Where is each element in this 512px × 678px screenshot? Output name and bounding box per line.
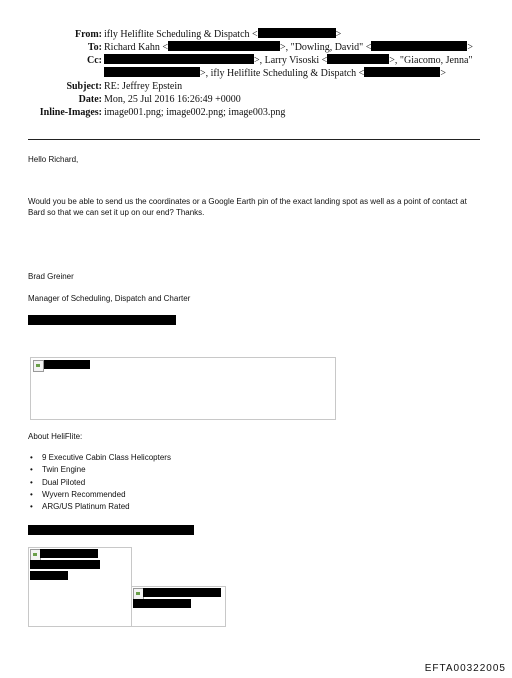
- list-item: • 9 Executive Cabin Class Helicopters: [42, 452, 171, 464]
- redaction-bar: [30, 560, 100, 569]
- cc-label: Cc:: [87, 55, 102, 66]
- date-value: Mon, 25 Jul 2016 16:26:49 +0000: [104, 94, 241, 105]
- redaction-bar: [28, 525, 194, 535]
- message-paragraph: Would you be able to send us the coordinates or a Google Earth pin of the exact landing spot as well as a point of contact at Bard so that we can set it up on our end? Thanks.: [28, 197, 467, 217]
- cc-mid2: >, "Giacomo, Jenna": [389, 55, 473, 66]
- cc-value-2: [104, 67, 446, 80]
- document-id: EFTA00322005: [424, 663, 506, 674]
- redaction-bar: [30, 571, 68, 580]
- list-item: • Wyvern Recommended: [42, 489, 171, 501]
- cc-row: [0, 54, 512, 67]
- to-label: To:: [87, 42, 102, 53]
- subject-label: Subject:: [66, 81, 102, 92]
- inline-image-1: [30, 357, 336, 420]
- to-close: >: [467, 42, 473, 53]
- email-header: [0, 28, 512, 119]
- redaction-bar: [104, 67, 200, 77]
- inline-images-value: image001.png; image002.png; image003.png: [104, 107, 286, 118]
- from-close: >: [335, 29, 342, 40]
- subject-value: RE: Jeffrey Epstein: [104, 81, 183, 92]
- redaction-bar: [44, 360, 90, 369]
- redaction-bar: [364, 67, 440, 77]
- features-list: [28, 452, 171, 513]
- redaction-bar: [104, 54, 254, 64]
- redaction-bar: [168, 41, 280, 51]
- about-heading: About HeliFlite:: [28, 432, 83, 441]
- to-value: [104, 41, 473, 54]
- broken-image-icon: [33, 360, 44, 372]
- to-row: [0, 41, 512, 54]
- list-item: • ARG/US Platinum Rated: [42, 501, 171, 513]
- redaction-bar: [258, 28, 336, 38]
- to-mid: >, "Dowling, David" <: [279, 42, 372, 53]
- redaction-bar: [327, 54, 389, 64]
- cc-mid1: >, Larry Visoski <: [254, 55, 328, 66]
- cc-row-2: [0, 67, 512, 80]
- inline-image-2: [28, 547, 132, 627]
- to-text: Richard Kahn <: [104, 42, 168, 53]
- header-divider: [28, 139, 480, 140]
- inline-images-label: Inline-Images:: [39, 107, 102, 118]
- signature-title: Manager of Scheduling, Dispatch and Charter: [28, 294, 191, 303]
- redaction-bar: [371, 41, 467, 51]
- cc-line2-close: >: [440, 68, 446, 79]
- subject-row: [0, 80, 512, 93]
- inline-image-3: [131, 586, 226, 627]
- from-text: ifly Heliflite Scheduling & Dispatch <: [104, 29, 258, 40]
- redaction-bar: [143, 588, 221, 597]
- list-item: • Dual Piloted: [42, 477, 171, 489]
- list-item: • Twin Engine: [42, 464, 171, 476]
- inline-images-row: [0, 106, 512, 119]
- from-value: [104, 28, 341, 41]
- signature-name: Brad Greiner: [28, 272, 74, 281]
- date-row: [0, 93, 512, 106]
- redaction-bar: [28, 315, 176, 325]
- greeting: Hello Richard,: [28, 155, 79, 164]
- cc-line2-mid: >, ifly Heliflite Scheduling & Dispatch <: [200, 68, 365, 79]
- from-label: From:: [74, 29, 102, 40]
- cc-value: [104, 54, 473, 67]
- date-label: Date:: [78, 94, 102, 105]
- redaction-bar: [133, 599, 191, 608]
- redaction-bar: [40, 549, 98, 558]
- from-row: [0, 28, 512, 41]
